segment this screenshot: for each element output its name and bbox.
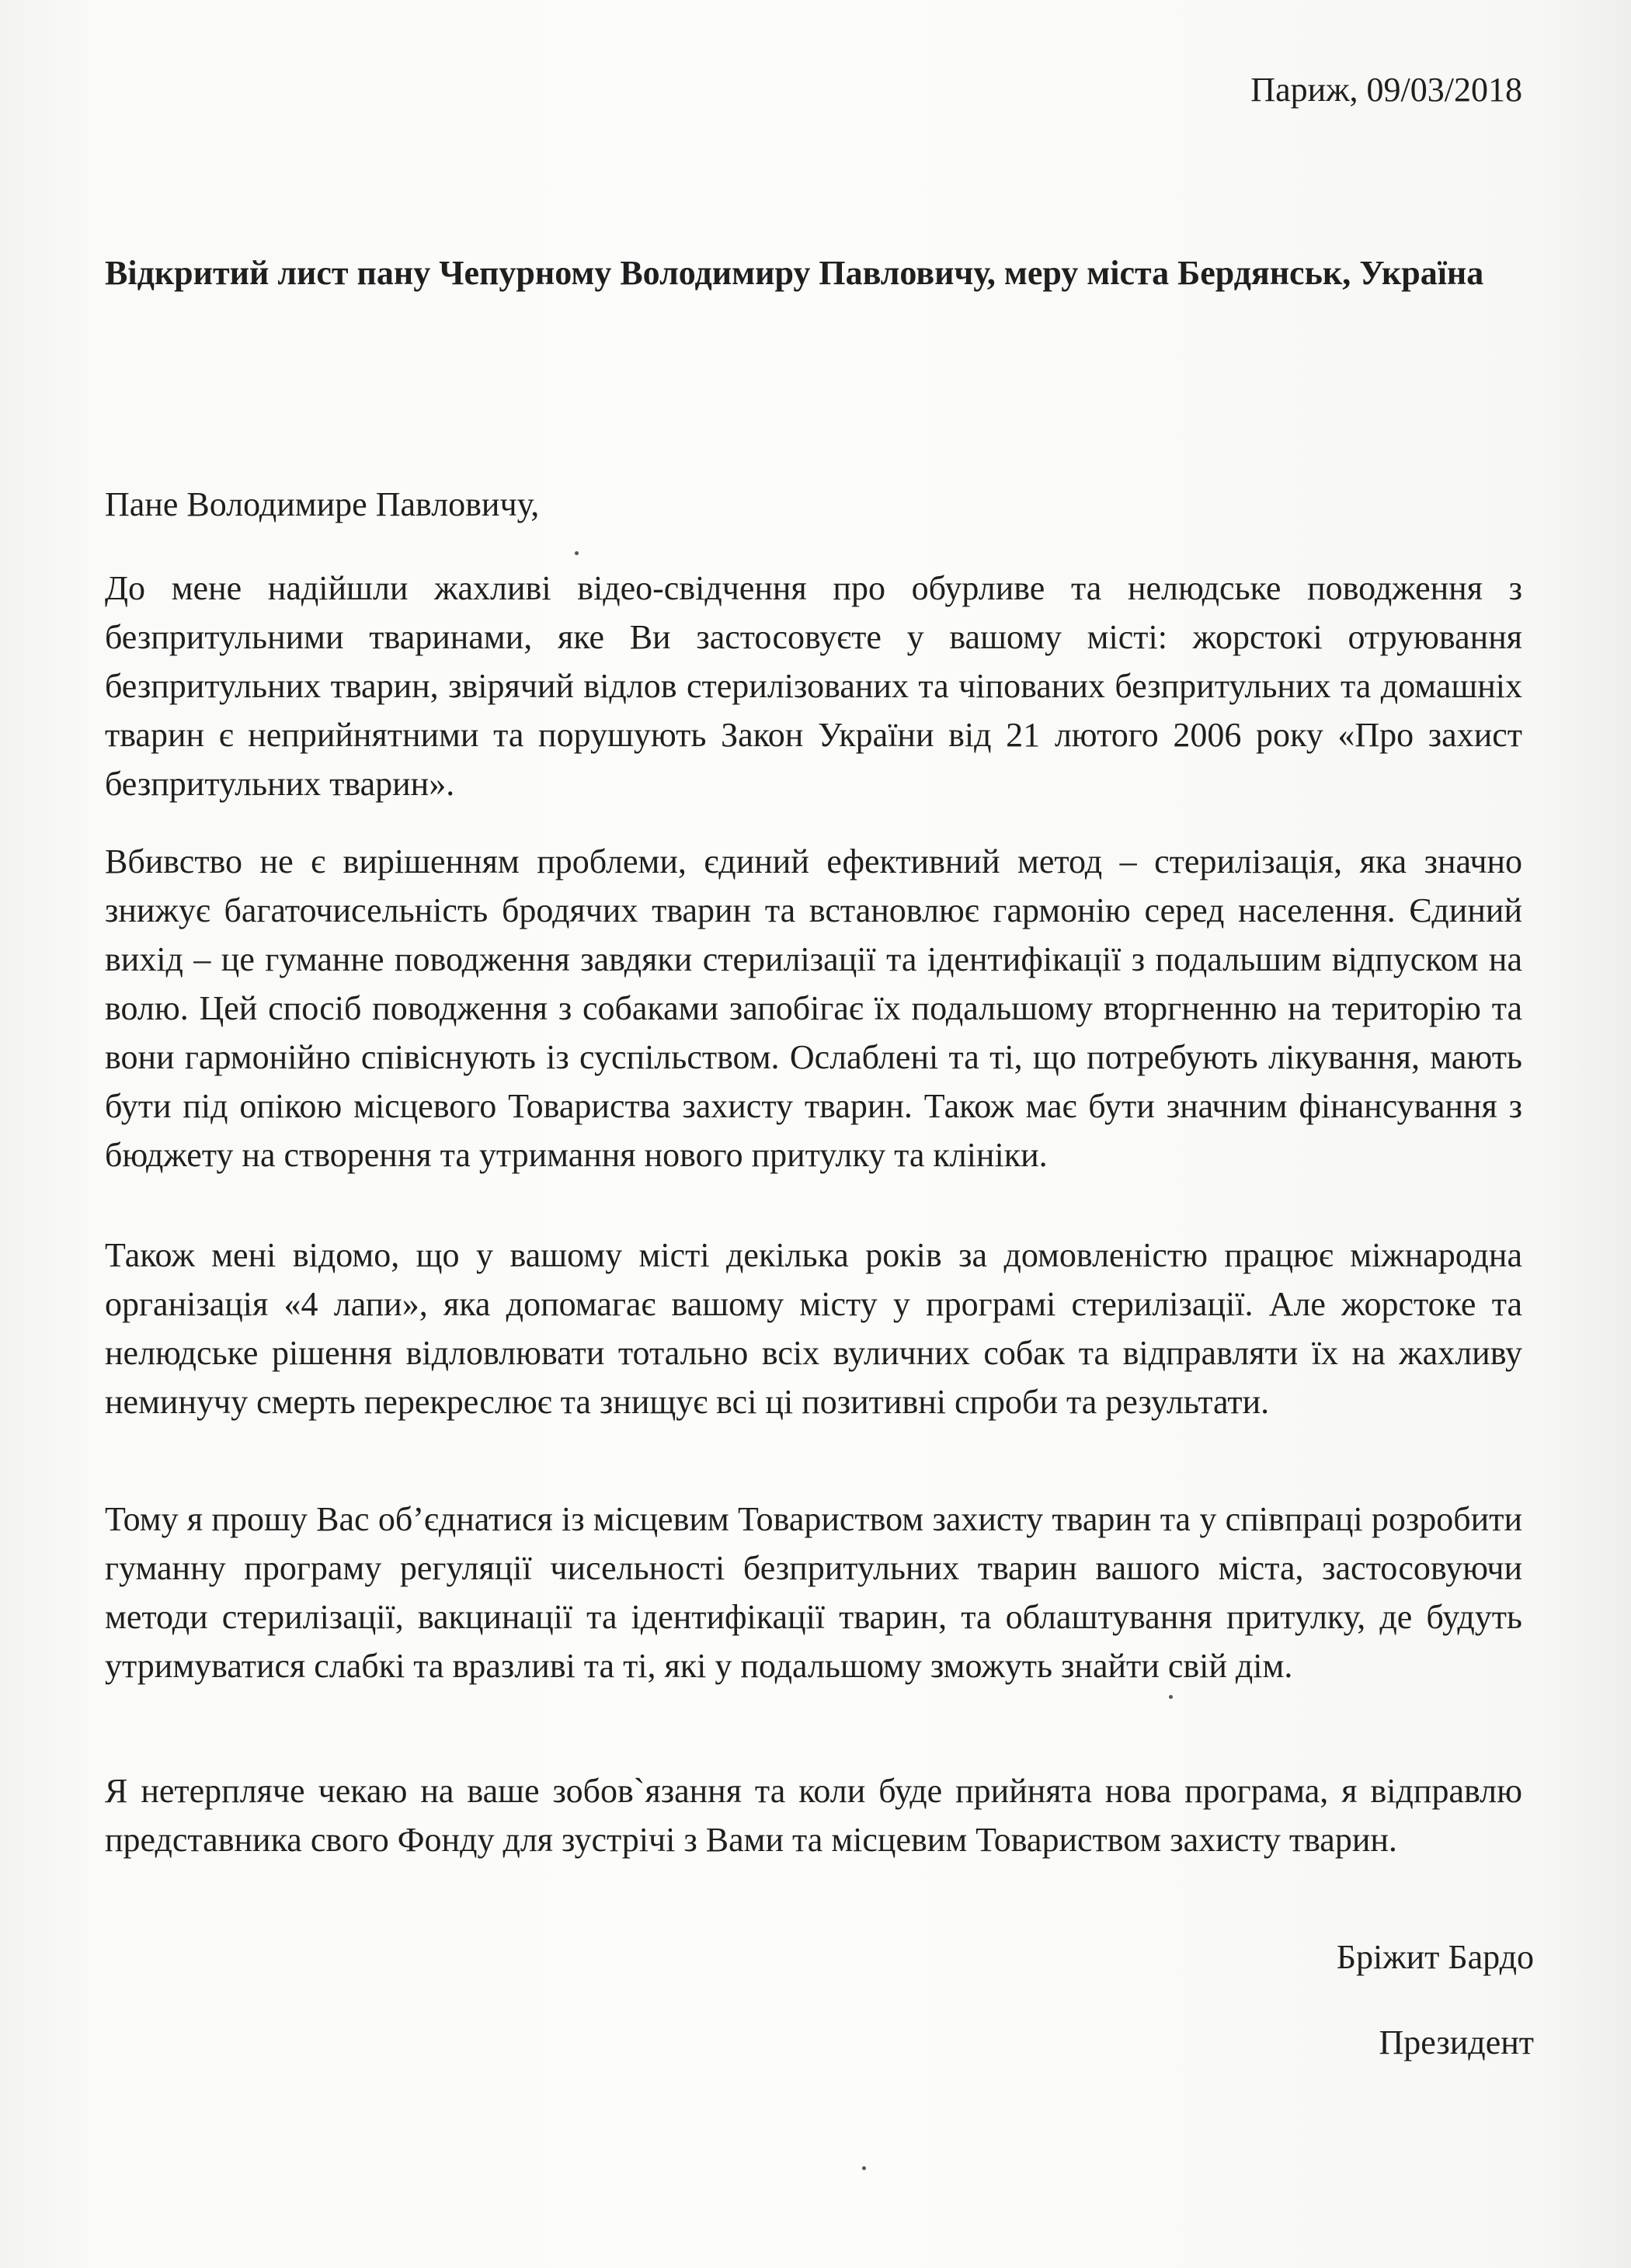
paper-speck [862,2166,866,2170]
paragraph-5: Я нетерпляче чекаю на ваше зобов`язання та коли буде прийнята нова програма, я відправлю представника свого Фонду для зустрічі з Вами та місцевим Товариством захисту тварин. [105,1772,1522,1859]
letter-date: Париж, 09/03/2018 [1250,71,1522,109]
paper-speck [575,551,579,555]
signature-role: Президент [1379,2023,1534,2061]
letter-title: Відкритий лист пану Чепурному Володимиру Павловичу, меру міста Бердянськ, Україна [105,254,1484,292]
paragraph-1: До мене надійшли жахливі відео-свідчення про обурливе та нелюдське поводження з безпритульними тваринами, яке Ви застосовуєте у вашому місті: жорстокі отруювання безпритульних тварин, звірячий відлов стерилізованих та чіпованих безпритульних та домашніх тварин є неприйнятними та порушують Закон України від 21 лютого 2006 року «Про захист безпритульних тварин». [105,569,1522,803]
paragraph-3: Також мені відомо, що у вашому місті декілька років за домовленістю працює міжнародна організація «4 лапи», яка допомагає вашому місту у програмі стерилізації. Але жорстоке та нелюдське рішення відловлювати тотально всіх вуличних собак та відправляти їх на жахливу неминучу смерть перекреслює та знищує всі ці позитивні спроби та результати. [105,1236,1522,1421]
signature-name: Бріжит Бардо [1336,1938,1534,1976]
paper-speck [1169,1695,1173,1699]
paragraph-4: Тому я прошу Вас об’єднатися із місцевим Товариством захисту тварин та у співпраці розробити гуманну програму регуляції чисельності безпритульних тварин вашого міста, застосовуючи методи стерилізації, вакцинації та ідентифікації тварин, та облаштування притулку, де будуть утримуватися слабкі та вразливі та ті, які у подальшому зможуть знайти свій дім. [105,1500,1522,1685]
paragraph-2: Вбивство не є вирішенням проблеми, єдиний ефективний метод – стерилізація, яка значно знижує багаточисельність бродячих тварин та встановлює гармонію серед населення. Єдиний вихід – це гуманне поводження завдяки стерилізації та ідентифікації з подальшим відпуском на волю. Цей спосіб поводження з собаками запобігає їх подальшому вторгненню на територію та вони гармонійно співіснують із суспільством. Ослаблені та ті, що потребують лікування, мають бути під опікою місцевого Товариства захисту тварин. Також має бути значним фінансування з бюджету на створення та утримання нового притулку та клініки. [105,842,1522,1174]
letter-salutation: Пане Володимире Павловичу, [105,485,540,523]
